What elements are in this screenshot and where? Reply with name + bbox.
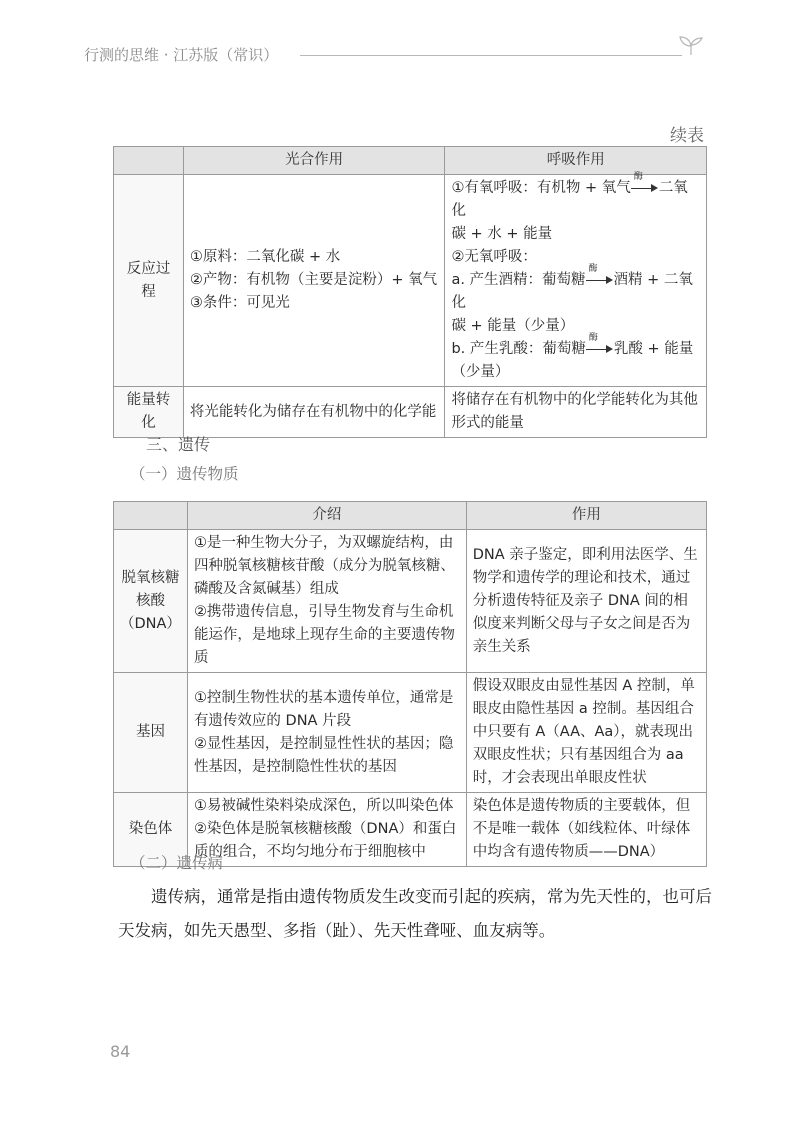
table-cell: DNA 亲子鉴定，即利用法医学、生物学和遗传学的理论和技术，通过分析遗传特征及亲子 DNA 间的相似度来判断父母与子女之间是否为亲生关系	[466, 530, 706, 673]
subsection-heading: （一）遗传物质	[130, 465, 239, 483]
cell-line: ②产物：有机物（主要是淀粉）+ 氧气	[189, 272, 438, 288]
table-cell	[187, 793, 466, 867]
cell-line: ②显性基因，是控制显性性状的基因；隐性基因，是控制隐性性状的基因	[193, 735, 454, 775]
table-header-row	[114, 502, 707, 530]
genetic-material-table	[113, 501, 707, 867]
column-header: 作用	[466, 502, 706, 530]
running-header: 行测的思维 · 江苏版（常识）	[84, 46, 279, 64]
subsection-heading: （二）遗传病	[130, 854, 224, 872]
body-paragraph: 遗传病，通常是指由遗传物质发生改变而引起的疾病，常为先天性的，也可后天发病，如先天愚型、多指（趾）、先天性聋哑、血友病等。	[118, 887, 712, 940]
header-rule	[300, 55, 682, 56]
cell-line: 碳 + 能量（少量）	[451, 318, 575, 334]
table-cell	[187, 530, 466, 673]
table-corner	[114, 147, 184, 175]
respiration-photosynthesis-table	[113, 146, 707, 438]
cell-line: ②染色体是脱氧核糖核酸（DNA）和蛋白质的组合，不均匀地分布于细胞核中	[193, 821, 457, 860]
table-cell	[445, 172, 707, 387]
table-corner	[114, 502, 188, 530]
table-cell: 染色体是遗传物质的主要载体，但不是唯一载体（如线粒体、叶绿体中均含有遗传物质——DNA）	[466, 793, 706, 867]
cell-line: （少量）	[451, 364, 510, 380]
cell-line: b. 产生乳酸：葡萄糖 酶 乳酸 + 能量	[451, 333, 694, 357]
continued-label: 续表	[670, 126, 704, 146]
enzyme-arrow: 酶	[586, 341, 614, 355]
column-header: 呼吸作用	[445, 147, 707, 175]
column-header: 光合作用	[183, 147, 445, 175]
sprout-icon	[678, 34, 704, 56]
table-cell	[187, 673, 466, 793]
table-cell: 将光能转化为储存在有机物中的化学能	[183, 387, 445, 438]
row-label: 能量转化	[114, 387, 184, 438]
table-cell: 将储存在有机物中的化学能转化为其他形式的能量	[445, 387, 707, 438]
cell-line: ①有氧呼吸：有机物 + 氧气 酶 二氧化	[451, 172, 688, 219]
table-cell	[183, 175, 445, 387]
cell-line: ②携带遗传信息，引导生物发育与生命机能运作，是地球上现存生命的主要遗传物质	[193, 604, 455, 666]
table-row	[114, 530, 707, 673]
table-row	[114, 387, 707, 438]
cell-line: a. 产生酒精：葡萄糖 酶 酒精 + 二氧化	[451, 264, 693, 311]
cell-line: ①原料：二氧化碳 + 水	[189, 249, 341, 265]
enzyme-arrow: 酶	[586, 272, 614, 286]
row-label: 基因	[114, 673, 188, 793]
cell-line: ②无氧呼吸：	[451, 249, 537, 265]
table-cell: 假设双眼皮由显性基因 A 控制，单眼皮由隐性基因 a 控制。基因组合中只要有 A（AA、Aa），就表现出双眼皮性状；只有基因组合为 aa 时，才会表现出单眼皮性状	[466, 673, 706, 793]
enzyme-arrow: 酶	[631, 180, 659, 194]
cell-line: ③条件：可见光	[189, 295, 290, 311]
section-heading: 三、遗传	[146, 435, 211, 454]
cell-line: 碳 + 水 + 能量	[451, 226, 553, 242]
row-label: 反应过程	[114, 175, 184, 387]
table-row	[114, 673, 707, 793]
cell-line: ①控制生物性状的基本遗传单位，通常是有遗传效应的 DNA 片段	[193, 689, 454, 729]
table-row	[114, 175, 707, 387]
cell-line: ①易被碱性染料染成深色，所以叫染色体	[193, 798, 454, 814]
table-header-row	[114, 147, 707, 175]
cell-line: ①是一种生物大分子，为双螺旋结构，由四种脱氧核糖核苷酸（成分为脱氧核糖、磷酸及含氮碱基）组成	[193, 535, 455, 597]
row-label: 脱氧核糖核酸（DNA）	[114, 530, 188, 673]
row-label: 染色体	[114, 793, 188, 867]
page-number: 84	[110, 1042, 131, 1061]
column-header: 介绍	[187, 502, 466, 530]
